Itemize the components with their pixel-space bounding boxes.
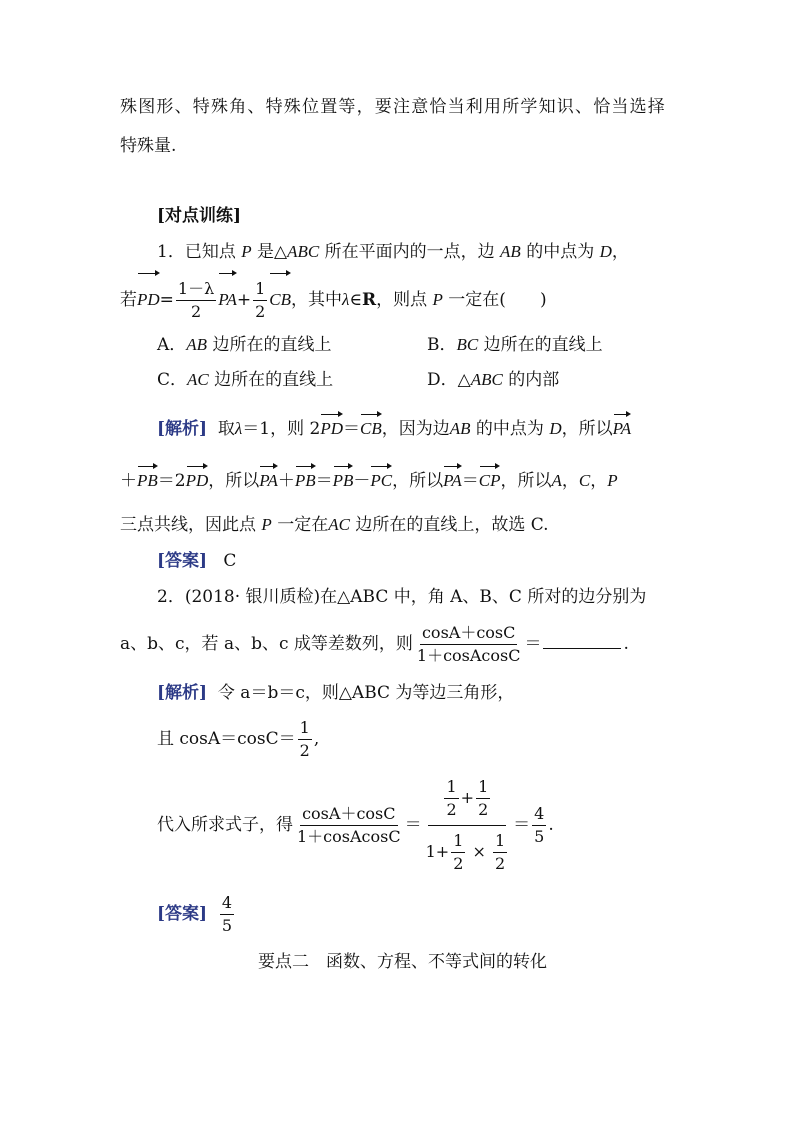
real-set: R: [361, 290, 377, 310]
fraction: [295, 803, 403, 848]
var-ac: AC: [328, 515, 350, 534]
text: 1+: [425, 842, 450, 861]
compound-fraction: [424, 776, 512, 875]
text: ＋: [277, 471, 295, 491]
fraction-denominator: 2: [446, 800, 457, 819]
var-p: P: [261, 515, 272, 534]
option-key: B．: [427, 335, 457, 355]
intro-line-2: 特殊量.: [120, 136, 177, 156]
equals-sign: =: [159, 290, 174, 310]
text: ，因为边: [381, 419, 450, 439]
fraction-denominator: 2: [494, 854, 506, 873]
answer-blank: [543, 648, 621, 649]
text: ，: [561, 471, 579, 491]
var-d: D: [599, 242, 612, 261]
fraction-numerator: cosA＋cosC: [420, 622, 517, 645]
q1-text: 是△: [251, 242, 288, 262]
q2-line-1: [157, 585, 646, 609]
var-ab: AB: [500, 242, 521, 261]
q1-text: ，则点: [376, 290, 433, 310]
fraction-denominator: 2: [299, 741, 310, 760]
var-abc: ABC: [287, 242, 320, 261]
option-key: C．: [157, 370, 188, 390]
fraction-numerator: 1: [493, 830, 507, 853]
vector-pd: PD: [137, 270, 160, 324]
option-key: D．: [427, 370, 458, 390]
q2-line-2: [120, 620, 629, 668]
q1-analysis-line-1: [157, 411, 631, 441]
text: 三点共线，因此点: [120, 515, 262, 535]
q1-option-b: [427, 333, 603, 357]
fraction: [176, 278, 216, 323]
fraction-numerator: cosA＋cosC: [300, 803, 397, 826]
q1-text: 所在平面内的一点，边: [319, 242, 501, 262]
text: ＝2: [157, 471, 186, 491]
option-var: BC: [456, 335, 479, 354]
q1-text: ，: [611, 242, 629, 262]
q1-text: ，其中: [291, 290, 342, 310]
compound-numerator: [428, 776, 506, 826]
answer-value: C: [223, 551, 237, 571]
q2-text: a、b、c，若 a、b、c 成等差数列，则: [120, 634, 413, 654]
fraction-numerator: 1: [444, 776, 458, 799]
text: 一定在: [271, 515, 329, 535]
var-a: A: [551, 471, 562, 490]
answer-label: [答案]: [157, 551, 208, 571]
q1-option-d: [427, 368, 559, 392]
fraction-denominator: 1＋cosAcosC: [416, 646, 521, 665]
vector-cp: CP: [479, 463, 501, 493]
q1-line-2: [120, 270, 547, 324]
q1-text: 若: [120, 290, 137, 310]
vector-pa: PA: [443, 463, 462, 493]
fraction-denominator: 2: [190, 302, 202, 321]
vector-pd: PD: [186, 463, 209, 493]
fraction-denominator: 1＋cosAcosC: [297, 827, 401, 846]
fraction-half: [476, 776, 490, 821]
text: ，所以: [500, 471, 552, 491]
option-var: △ABC: [457, 370, 503, 389]
fraction-denominator: 5: [534, 827, 545, 846]
option-var: AB: [186, 335, 208, 354]
answer-fraction: [220, 892, 234, 937]
var-lambda: λ: [342, 290, 350, 309]
vector-pd: PD: [320, 411, 343, 441]
q2-text: (2018· 银川质检)在△ABC 中，角 A、B、C 所对的边分别为: [184, 587, 647, 607]
vector-pa: PA: [218, 270, 237, 324]
text: 取: [217, 419, 235, 439]
var-ab: AB: [449, 419, 471, 438]
vector-pb: PB: [333, 463, 354, 493]
var-c: C: [578, 471, 591, 490]
vector-pb: PB: [137, 463, 158, 493]
var-p: P: [607, 471, 618, 490]
section-label: [对点训练]: [157, 206, 242, 226]
option-text: 边所在的直线上: [478, 335, 603, 355]
option-key: A．: [157, 335, 187, 355]
analysis-label: [解析]: [157, 683, 208, 703]
q1-number: 1．: [157, 242, 185, 262]
q1-text: 一定在( ): [442, 290, 547, 310]
option-text: 边所在的直线上: [207, 335, 332, 355]
equals-sign: ＝: [524, 634, 542, 654]
vector-pa: PA: [259, 463, 278, 493]
plus-sign: +: [236, 290, 252, 310]
var-p: P: [241, 242, 252, 261]
text: ，所以: [392, 471, 444, 491]
q1-answer: [157, 549, 236, 573]
equals-sign: ＝: [404, 815, 422, 835]
fraction-denominator: 2: [453, 854, 464, 873]
compound-denominator: [424, 826, 512, 875]
plus-sign: +: [460, 788, 475, 807]
q1-text: 的中点为: [520, 242, 600, 262]
analysis-label: [解析]: [157, 419, 208, 439]
fraction-numerator: 1: [451, 830, 465, 853]
fraction-result: [532, 803, 546, 848]
option-var: AC: [187, 370, 209, 389]
q1-analysis-line-2: [120, 463, 618, 493]
option-text: 的内部: [502, 370, 560, 390]
fraction-denominator: 2: [478, 800, 489, 819]
fraction-numerator: 1: [298, 717, 312, 740]
q1-option-c: [157, 368, 333, 392]
fraction: [253, 278, 267, 323]
fraction-half: [451, 830, 465, 875]
q2-number: 2．: [157, 587, 185, 607]
period: .: [623, 634, 629, 654]
text: 的中点为: [470, 419, 550, 439]
text: ＝: [343, 419, 360, 439]
element-of: ∈: [349, 290, 362, 310]
fraction-numerator: 1: [253, 278, 267, 301]
text: ，所以: [208, 471, 260, 491]
text: ＝: [461, 471, 479, 491]
text: 边所在的直线上，故选 C.: [349, 515, 549, 535]
text: 令 a＝b＝c，则△ABC 为等边三角形，: [217, 683, 515, 703]
fraction-numerator: 4: [220, 892, 234, 915]
fraction-half: [493, 830, 507, 875]
q2-analysis-line-3: [157, 775, 554, 875]
text: －: [353, 471, 371, 491]
q1-option-a: [157, 333, 331, 357]
text: ＝1，则 2: [242, 419, 321, 439]
vector-pb: PB: [295, 463, 316, 493]
text: ，: [590, 471, 608, 491]
period: .: [548, 815, 554, 835]
vector-pa: PA: [613, 411, 632, 441]
fraction-denominator: 5: [221, 916, 233, 935]
var-d: D: [549, 419, 562, 438]
times-sign: ×: [472, 842, 486, 861]
fraction-numerator: 4: [532, 803, 546, 826]
fraction-denominator: 2: [255, 302, 266, 321]
fraction-half: [444, 776, 458, 821]
equals-sign: ＝: [513, 815, 531, 835]
q1-text: 已知点: [184, 242, 242, 262]
vector-cb: CB: [360, 411, 382, 441]
section-title: 要点二 函数、方程、不等式间的转化: [258, 952, 547, 972]
text: 且 cosA＝cosC＝: [157, 729, 296, 749]
var-p: P: [432, 290, 443, 309]
fraction-numerator: 1－λ: [176, 278, 216, 301]
q2-analysis-line-2: [157, 715, 319, 763]
vector-cb: CB: [269, 270, 291, 324]
text: ＋: [120, 471, 137, 491]
q1-analysis-line-3: [120, 513, 549, 537]
q2-analysis-line-1: [157, 681, 514, 705]
q1-line-1: [157, 240, 629, 264]
intro-line-1: 殊图形、特殊角、特殊位置等，要注意恰当利用所学知识、恰当选择: [120, 97, 666, 117]
fraction-numerator: 1: [476, 776, 490, 799]
q2-answer: [157, 890, 236, 938]
text: 代入所求式子，得: [157, 815, 293, 835]
text: ,: [313, 729, 320, 749]
option-text: 边所在的直线上: [208, 370, 334, 390]
fraction: [415, 622, 523, 667]
answer-label: [答案]: [157, 904, 208, 924]
var-lambda: λ: [234, 419, 243, 438]
text: ，所以: [561, 419, 613, 439]
vector-pc: PC: [370, 463, 392, 493]
fraction-half: [298, 717, 312, 762]
text: ＝: [315, 471, 333, 491]
